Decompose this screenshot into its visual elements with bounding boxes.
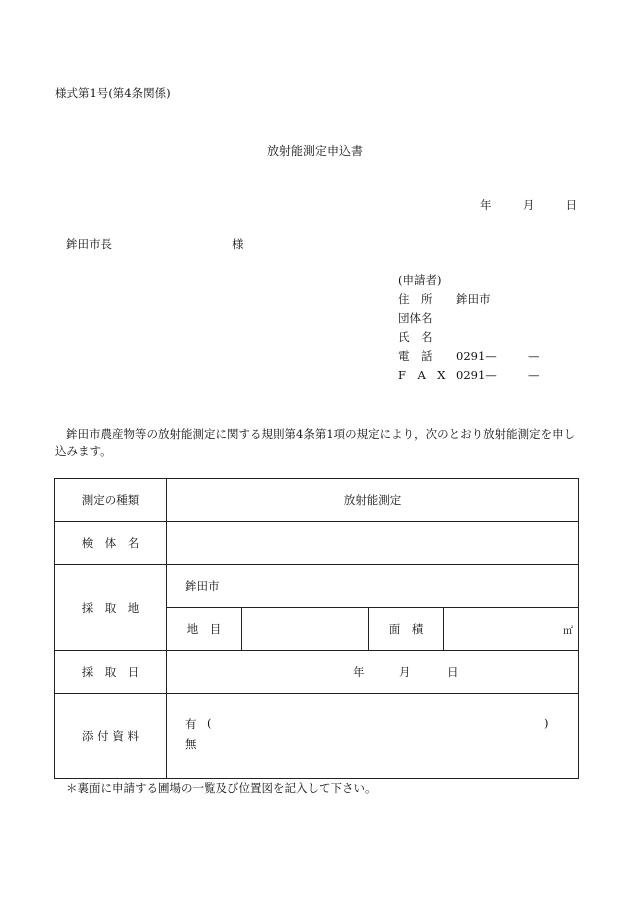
addressee-honorific: 様 xyxy=(232,237,244,251)
date-day-label: 日 xyxy=(565,198,578,212)
attachment-label: 添 付 資 料 xyxy=(55,694,167,779)
applicant-heading: (申請者) xyxy=(398,273,442,287)
measure-type-label: 測定の種類 xyxy=(55,479,167,522)
application-form-table xyxy=(54,478,579,779)
tel-dash: — xyxy=(528,349,540,363)
addressee xyxy=(66,236,244,252)
attachment-row xyxy=(55,694,579,779)
measure-type-value: 放射能測定 xyxy=(167,479,579,522)
measure-type-row xyxy=(55,479,579,522)
sample-name-label: 検 体 名 xyxy=(55,522,167,565)
addressee-name: 鉾田市長 xyxy=(66,237,112,251)
sample-row xyxy=(55,522,579,565)
collect-date-year: 年 xyxy=(353,665,365,679)
tel-label: 電 話 xyxy=(398,349,433,363)
attachment-field[interactable] xyxy=(167,694,579,779)
fax-value: 0291— xyxy=(456,368,497,382)
date-line xyxy=(480,197,577,213)
org-label: 団体名 xyxy=(398,311,433,325)
form-number: 様式第1号(第4条関係) xyxy=(55,86,171,100)
collect-date-row xyxy=(55,651,579,694)
collect-date-field[interactable] xyxy=(167,651,579,694)
sample-name-field[interactable] xyxy=(167,522,579,565)
attachment-open-paren: ( xyxy=(207,716,212,730)
collect-place-field[interactable] xyxy=(167,565,579,608)
collect-place-label: 採 取 地 xyxy=(55,565,167,651)
attachment-close-paren: ) xyxy=(544,716,549,730)
address-value: 鉾田市 xyxy=(456,292,491,306)
name-label: 氏 名 xyxy=(398,330,433,344)
application-statement: 鉾田市農産物等の放射能測定に関する規則第4条第1項の規定により，次のとおり放射能測定を申し込みます。 xyxy=(55,427,576,458)
collect-date-label: 採 取 日 xyxy=(55,651,167,694)
area-unit: ㎡ xyxy=(563,625,573,637)
land-category-label: 地 目 xyxy=(167,608,242,651)
fax-label: F A X xyxy=(398,368,446,382)
land-category-field[interactable] xyxy=(242,608,369,651)
address-label: 住 所 xyxy=(398,292,433,306)
collect-date-day: 日 xyxy=(447,665,459,679)
footnote: ＊裏面に申請する圃場の一覧及び位置図を記入して下さい。 xyxy=(66,781,377,795)
date-year-label: 年 xyxy=(480,198,492,212)
document-title: 放射能測定申込書 xyxy=(266,144,363,158)
attachment-no: 無 xyxy=(185,737,197,751)
area-field[interactable] xyxy=(444,608,579,651)
fax-dash: — xyxy=(528,368,540,382)
collect-place-row xyxy=(55,565,579,608)
tel-value: 0291— xyxy=(456,349,497,363)
area-label: 面 積 xyxy=(369,608,444,651)
attachment-yes: 有 xyxy=(185,717,197,731)
collect-place-city: 鉾田市 xyxy=(185,579,220,593)
collect-date-month: 月 xyxy=(399,665,411,679)
date-month-label: 月 xyxy=(522,198,535,212)
